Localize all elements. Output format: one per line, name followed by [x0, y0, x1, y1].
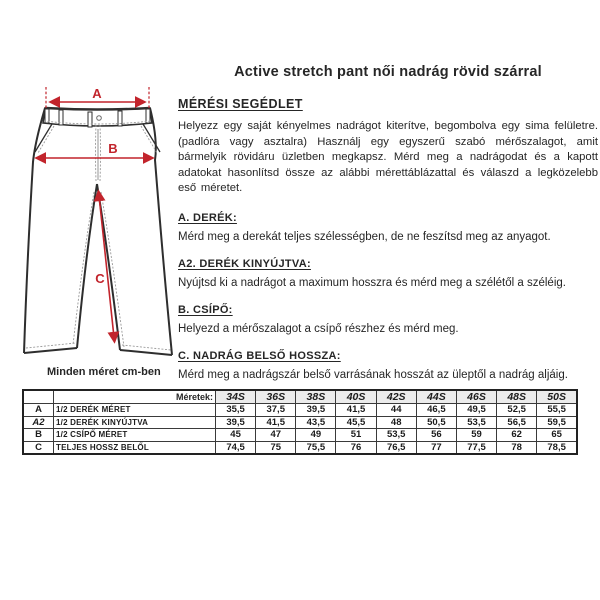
- waist-label: A: [92, 86, 102, 101]
- section-heading: C. NADRÁG BELSŐ HOSSZA:: [178, 349, 341, 362]
- row-label: TELJES HOSSZ BELŐL: [54, 441, 216, 454]
- inseam-arrow: [99, 191, 115, 342]
- size-value: 35,5: [216, 404, 256, 417]
- size-header: 40S: [336, 390, 376, 404]
- size-value: 59,5: [537, 416, 577, 429]
- size-header-row: [23, 390, 577, 404]
- section-waist: [178, 212, 598, 243]
- size-header: 36S: [256, 390, 296, 404]
- size-header: 38S: [296, 390, 336, 404]
- size-value: 49: [296, 429, 336, 442]
- size-header: 50S: [537, 390, 577, 404]
- intro-paragraph: Helyezz egy saját kényelmes nadrágot kiterítve, begombolva egy sima felületre. (padlóra vagy asztalra) Használj egy egyszerű szabó mérőszalagot, amit bármelyik rövidáru üzletben megkapsz. Mérd meg a nadrágodat és a kapott adatokat hasonlítsd össze az alábbi mérettáblázattal és válaszd a legközelebb eső méretet.: [178, 120, 598, 195]
- section-body: Helyezd a mérőszalagot a csípő részhez és mérd meg.: [178, 322, 459, 335]
- size-value: 65: [537, 429, 577, 442]
- section-body: Nyújtsd ki a nadrágot a maximum hosszra és mérd meg a szélétől a széléig.: [178, 276, 566, 289]
- page-title: Active stretch pant női nadrág rövid szárral: [234, 64, 542, 80]
- size-value: 62: [497, 429, 537, 442]
- section-heading: A2. DERÉK KINYÚJTVA:: [178, 257, 311, 270]
- size-value: 78,5: [537, 441, 577, 454]
- inseam-label: C: [95, 271, 105, 286]
- size-value: 46,5: [416, 404, 456, 417]
- size-value: 37,5: [256, 404, 296, 417]
- size-value: 45: [216, 429, 256, 442]
- row-key: B: [23, 429, 54, 442]
- pants-diagram: [20, 82, 180, 362]
- size-value: 76: [336, 441, 376, 454]
- size-value: 48: [376, 416, 416, 429]
- row-key: A2: [23, 416, 54, 429]
- pockets: [35, 124, 160, 152]
- size-value: 49,5: [456, 404, 496, 417]
- size-value: 39,5: [216, 416, 256, 429]
- size-table: [22, 389, 578, 455]
- size-value: 51: [336, 429, 376, 442]
- section-hip: [178, 304, 598, 335]
- size-header: 46S: [456, 390, 496, 404]
- table-row: [23, 429, 577, 442]
- size-value: 56: [416, 429, 456, 442]
- table-row: [23, 441, 577, 454]
- table-row: [23, 404, 577, 417]
- sizes-label-cell: Méretek:: [54, 390, 216, 404]
- measuring-guide-heading: MÉRÉSI SEGÉDLET: [178, 97, 303, 111]
- size-value: 41,5: [336, 404, 376, 417]
- waistband: [43, 108, 152, 127]
- size-value: 59: [456, 429, 496, 442]
- size-header: 44S: [416, 390, 456, 404]
- size-value: 75: [256, 441, 296, 454]
- section-heading: B. CSÍPŐ:: [178, 303, 233, 316]
- size-value: 39,5: [296, 404, 336, 417]
- stitching: [26, 121, 171, 350]
- size-header: 48S: [497, 390, 537, 404]
- size-value: 74,5: [216, 441, 256, 454]
- row-label: 1/2 DERÉK KINYÚJTVA: [54, 416, 216, 429]
- size-value: 45,5: [336, 416, 376, 429]
- hip-label: B: [108, 141, 118, 156]
- row-key: C: [23, 441, 54, 454]
- row-label: 1/2 DERÉK MÉRET: [54, 404, 216, 417]
- size-header: 34S: [216, 390, 256, 404]
- size-value: 53,5: [376, 429, 416, 442]
- size-value: 53,5: [456, 416, 496, 429]
- size-value: 50,5: [416, 416, 456, 429]
- size-value: 44: [376, 404, 416, 417]
- section-heading: A. DERÉK:: [178, 211, 237, 224]
- size-value: 43,5: [296, 416, 336, 429]
- size-value: 77,5: [456, 441, 496, 454]
- section-body: Mérd meg a nadrágszár belső varrásának hosszát az üleptől a nadrág aljáig.: [178, 368, 568, 381]
- table-row: [23, 416, 577, 429]
- size-value: 52,5: [497, 404, 537, 417]
- size-value: 76,5: [376, 441, 416, 454]
- size-value: 77: [416, 441, 456, 454]
- section-body: Mérd meg a derekát teljes szélességben, de ne feszítsd meg az anyagot.: [178, 230, 551, 243]
- measuring-guide: [178, 97, 598, 381]
- section-waist-stretched: [178, 258, 598, 289]
- row-key: A: [23, 404, 54, 417]
- size-value: 55,5: [537, 404, 577, 417]
- size-value: 47: [256, 429, 296, 442]
- corner-cell: [23, 390, 54, 404]
- button: [97, 116, 102, 121]
- size-value: 75,5: [296, 441, 336, 454]
- row-label: 1/2 CSÍPŐ MÉRET: [54, 429, 216, 442]
- size-value: 41,5: [256, 416, 296, 429]
- size-value: 56,5: [497, 416, 537, 429]
- section-inseam: [178, 350, 598, 381]
- units-note: Minden méret cm-ben: [47, 366, 161, 378]
- size-value: 78: [497, 441, 537, 454]
- size-header: 42S: [376, 390, 416, 404]
